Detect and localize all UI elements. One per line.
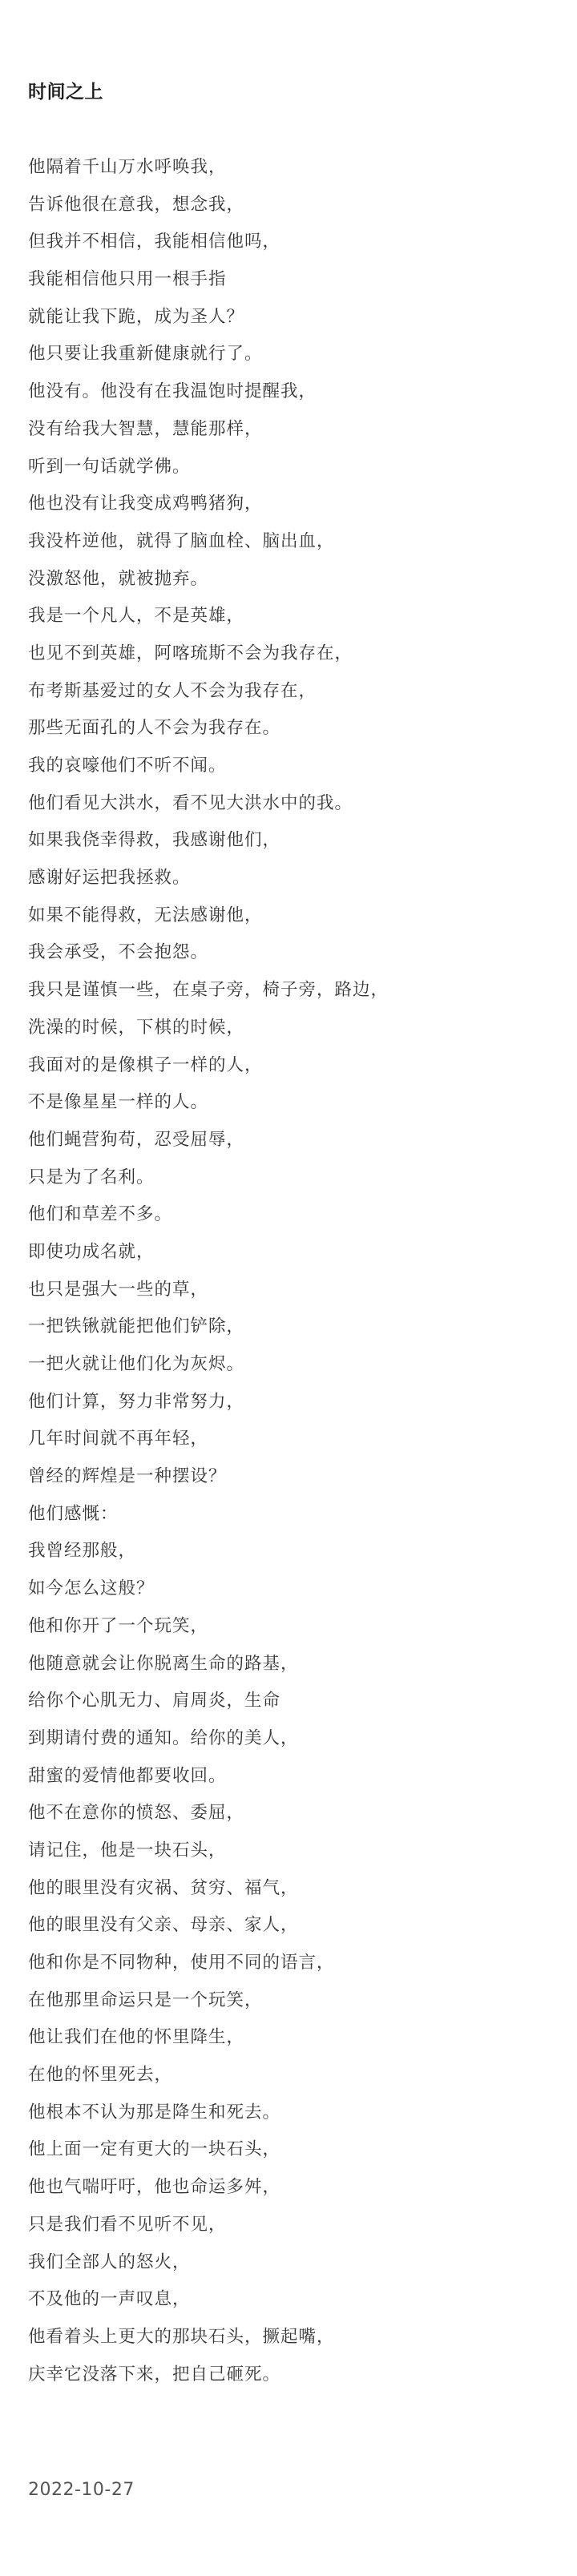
poem-line: 我能相信他只用一根手指	[28, 269, 227, 290]
poem-line: 几年时间就不再年轻，	[28, 1429, 209, 1449]
poem-line: 一把铁锹就能把他们铲除，	[28, 1316, 245, 1337]
poem-line: 感谢好运把我拯救。	[28, 868, 191, 889]
poem-line: 他上面一定有更大的一块石头，	[28, 2139, 281, 2160]
poem-line: 只是为了名利。	[28, 1167, 155, 1187]
poem-line: 那些无面孔的人不会为我存在。	[28, 718, 281, 739]
poem-line: 他让我们在他的怀里降生，	[28, 2027, 245, 2048]
article-title: 时间之上	[28, 82, 103, 103]
poem-line: 他看着头上更大的那块石头，撅起嘴，	[28, 2326, 335, 2347]
poem-line: 即使功成名就，	[28, 1241, 155, 1262]
poem-line: 洗澡的时候，下棋的时候，	[28, 1017, 245, 1038]
poem-line: 他没有。他没有在我温饱时提醒我，	[28, 381, 317, 402]
poem-line: 布考斯基爱过的女人不会为我存在，	[28, 680, 317, 701]
poem-line: 他不在意你的愤怒、委屈，	[28, 1803, 245, 1824]
poem-line: 我是一个凡人，不是英雄，	[28, 606, 245, 627]
poem-line: 也只是强大一些的草，	[28, 1279, 209, 1300]
poem-line: 到期请付费的通知。给你的美人，	[28, 1727, 299, 1748]
poem-line: 我的哀嚎他们不听不闻。	[28, 756, 227, 776]
poem-line: 只是我们看不见听不见，	[28, 2214, 227, 2235]
poem-line: 在他那里命运只是一个玩笑，	[28, 1989, 263, 2010]
poem-line: 如果我侥幸得救，我感谢他们，	[28, 830, 281, 851]
poem-line: 不及他的一声叹息，	[28, 2289, 191, 2310]
poem-line: 他随意就会让你脱离生命的路基，	[28, 1653, 299, 1674]
poem-line: 没有给我大智慧，慧能那样，	[28, 418, 263, 439]
poem-line: 庆幸它没落下来，把自己砸死。	[28, 2364, 281, 2385]
poem-line: 不是像星星一样的人。	[28, 1092, 209, 1113]
poem-line: 他的眼里没有父亲、母亲、家人，	[28, 1915, 299, 1936]
poem-line: 听到一句话就学佛。	[28, 456, 191, 477]
poem-line: 他和你开了一个玩笑，	[28, 1615, 209, 1636]
poem-line: 他们看见大洪水，看不见大洪水中的我。	[28, 792, 353, 813]
poem-line: 在他的怀里死去，	[28, 2065, 173, 2086]
poem-line: 他们计算，努力非常努力，	[28, 1391, 245, 1412]
poem-line: 他们和草差不多。	[28, 1204, 173, 1225]
poem-line: 他们感慨：	[28, 1503, 119, 1524]
publish-date: 2022-10-27	[28, 2480, 135, 2500]
poem-line: 但我并不相信，我能相信他吗，	[28, 232, 281, 252]
poem-line: 他们蝇营狗苟，忍受屈辱，	[28, 1129, 245, 1150]
poem-line: 他的眼里没有灾祸、贫穷、福气，	[28, 1877, 299, 1898]
poem-line: 告诉他很在意我，想念我，	[28, 194, 245, 215]
poem-line: 我曾经那般，	[28, 1541, 137, 1562]
poem-line: 他只要让我重新健康就行了。	[28, 344, 263, 365]
poem-line: 给你个心肌无力、肩周炎，生命	[28, 1691, 281, 1711]
poem-line: 一把火就让他们化为灰烬。	[28, 1354, 245, 1374]
poem-line: 我面对的是像棋子一样的人，	[28, 1054, 263, 1075]
poem-line: 他也没有让我变成鸡鸭猪狗，	[28, 494, 263, 514]
poem-body	[28, 149, 389, 2393]
poem-line: 如果不能得救，无法感谢他，	[28, 905, 263, 925]
poem-line: 请记住，他是一块石头，	[28, 1840, 227, 1860]
poem-line: 曾经的辉煌是一种摆设？	[28, 1466, 227, 1487]
poem-line: 我们全部人的怒火，	[28, 2251, 191, 2272]
poem-line: 他和你是不同物种，使用不同的语言，	[28, 1953, 335, 1973]
poem-line: 他隔着千山万水呼唤我，	[28, 157, 227, 177]
poem-line: 如今怎么这般？	[28, 1578, 155, 1599]
poem-line: 就能让我下跪，成为圣人？	[28, 306, 245, 327]
poem-line: 他也气喘吁吁，他也命运多舛，	[28, 2177, 281, 2198]
poem-line: 甜蜜的爱情他都要收回。	[28, 1765, 227, 1786]
poem-line: 也见不到英雄，阿喀琉斯不会为我存在，	[28, 643, 353, 663]
poem-line: 我会承受，不会抱怨。	[28, 942, 209, 963]
poem-line: 没激怒他，就被抛弃。	[28, 568, 209, 589]
poem-line: 我只是谨慎一些，在桌子旁，椅子旁，路边，	[28, 980, 389, 1001]
poem-line: 他根本不认为那是降生和死去。	[28, 2102, 281, 2122]
poem-line: 我没杵逆他，就得了脑血栓、脑出血，	[28, 530, 335, 551]
